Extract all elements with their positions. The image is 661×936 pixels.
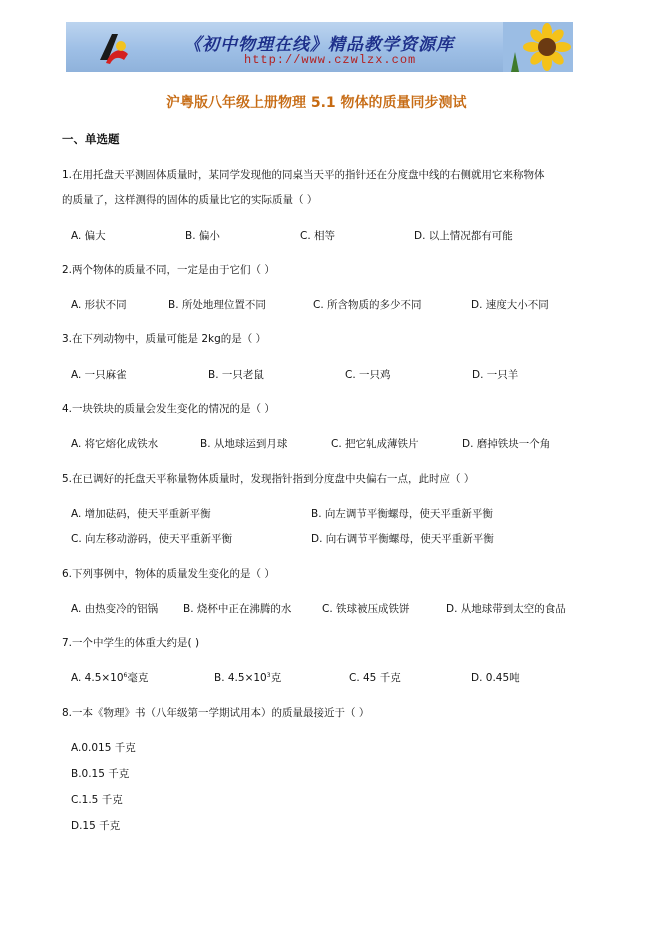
question-1-line-1: 1.在用托盘天平测固体质量时，某同学发现他的同桌当天平的指针还在分度盘中线的右侧就用它来称物体 — [62, 169, 545, 181]
question-6: 6.下列事例中，物体的质量发生变化的是（ ） — [62, 568, 275, 580]
q1-option-b: B. 偏小 — [185, 230, 220, 242]
question-2: 2.两个物体的质量不同，一定是由于它们（ ） — [62, 264, 275, 276]
q4-option-b: B. 从地球运到月球 — [200, 438, 288, 450]
q3-option-a: A. 一只麻雀 — [71, 369, 127, 381]
question-3: 3.在下列动物中，质量可能是 2kg的是（ ） — [62, 333, 267, 345]
banner-title: 《初中物理在线》精品教学资源库 — [184, 35, 454, 55]
q5-option-c: C. 向左移动游码，使天平重新平衡 — [71, 533, 233, 545]
q3-option-c: C. 一只鸡 — [345, 369, 391, 381]
q3-option-d: D. 一只羊 — [472, 369, 519, 381]
q2-option-c: C. 所含物质的多少不同 — [313, 299, 422, 311]
q2-option-b: B. 所处地理位置不同 — [168, 299, 266, 311]
q4-option-d: D. 磨掉铁块一个角 — [462, 438, 551, 450]
q5-option-d: D. 向右调节平衡螺母，使天平重新平衡 — [311, 533, 494, 545]
q8-option-d: D.15 千克 — [71, 820, 121, 832]
question-5: 5.在已调好的托盘天平称量物体质量时，发现指针指到分度盘中央偏右一点，此时应（ ） — [62, 473, 475, 485]
q7-option-b: B. $4.5\times 10^3$克 — [214, 672, 282, 684]
section-heading: 一、单选题 — [62, 132, 120, 146]
sunflower-icon — [503, 22, 573, 72]
logo-icon — [96, 30, 130, 66]
banner-url[interactable]: http://www.czwlzx.com — [244, 53, 417, 67]
q7-option-d: D. 0.45吨 — [471, 672, 520, 684]
q6-option-a: A. 由热变冷的铝锅 — [71, 603, 159, 615]
q4-option-c: C. 把它轧成薄铁片 — [331, 438, 419, 450]
q4-option-a: A. 将它熔化成铁水 — [71, 438, 159, 450]
q6-option-c: C. 铁球被压成铁饼 — [322, 603, 410, 615]
question-8: 8.一本《物理》书（八年级第一学期试用本）的质量最接近于（ ） — [62, 707, 370, 719]
q7-option-a: A. $4.5\times 10^6$毫克 — [71, 672, 149, 684]
q5-option-a: A. 增加砝码，使天平重新平衡 — [71, 508, 211, 520]
header-banner — [66, 22, 573, 72]
q8-option-c: C.1.5 千克 — [71, 794, 123, 806]
q8-option-b: B.0.15 千克 — [71, 768, 130, 780]
q1-option-c: C. 相等 — [300, 230, 336, 242]
q8-option-a: A.0.015 千克 — [71, 742, 136, 754]
q2-option-d: D. 速度大小不同 — [471, 299, 549, 311]
q5-option-b: B. 向左调节平衡螺母，使天平重新平衡 — [311, 508, 493, 520]
question-4: 4.一块铁块的质量会发生变化的情况的是（ ） — [62, 403, 275, 415]
q6-option-b: B. 烧杯中正在沸腾的水 — [183, 603, 292, 615]
q6-option-d: D. 从地球带到太空的食品 — [446, 603, 566, 615]
q3-option-b: B. 一只老鼠 — [208, 369, 264, 381]
question-1-line-2: 的质量了，这样测得的固体的质量比它的实际质量（ ） — [62, 194, 318, 206]
question-7: 7.一个中学生的体重大约是( ) — [62, 637, 200, 649]
q1-option-a: A. 偏大 — [71, 230, 106, 242]
q7-option-c: C. 45 千克 — [349, 672, 401, 684]
q1-option-d: D. 以上情况都有可能 — [414, 230, 513, 242]
q2-option-a: A. 形状不同 — [71, 299, 127, 311]
page-title: 沪粤版八年级上册物理 5.1 物体的质量同步测试 — [166, 95, 467, 111]
